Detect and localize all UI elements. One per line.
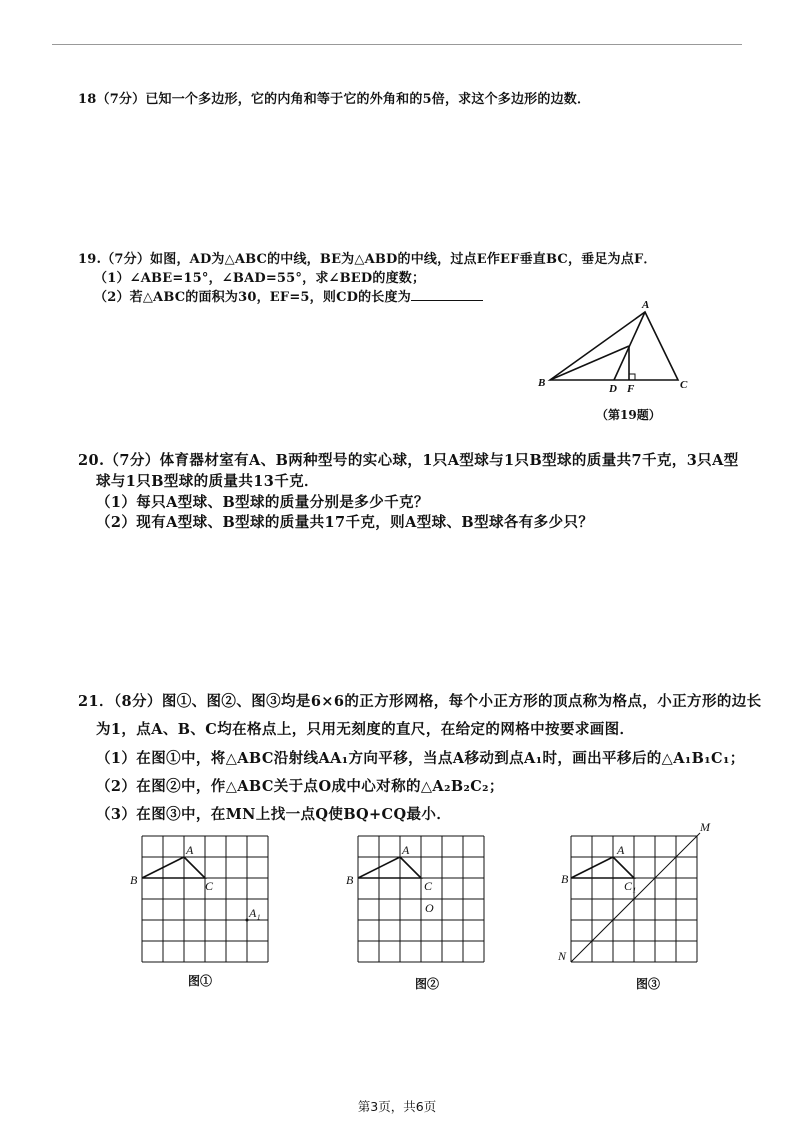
q20-line2: 球与1只B型球的质量共13千克． [96, 473, 319, 490]
label-b: B [561, 872, 569, 886]
figure-1-caption: 图① [188, 974, 213, 988]
grid-figure-3 [556, 820, 716, 968]
q21-part3: （3）在图③中，在MN上找一点Q使BQ+CQ最小． [96, 806, 452, 823]
label-a: A [402, 843, 410, 857]
q19-part2-text: （2）若△ABC的面积为30，EF=5，则CD的长度为 [94, 290, 411, 305]
figure-3-caption: 图③ [636, 977, 661, 991]
q21-line1: 21．（8分）图①、图②、图③均是6×6的正方形网格，每个小正方形的顶点称为格点，小正方形的边长 [78, 693, 762, 710]
q19-part1: （1）∠ABE=15°，∠BAD=55°，求∠BED的度数； [94, 271, 426, 286]
label-c: C [680, 379, 688, 391]
q21-line2: 为1，点A、B、C均在格点上，只用无刻度的直尺，在给定的网格中按要求画图． [96, 721, 635, 738]
q19-figure [530, 296, 700, 396]
page-footer: 第3页，共6页 [357, 1099, 437, 1114]
triangle-abc-1 [142, 857, 205, 878]
q20-line1: 20.（7分）体育器材室有A、B两种型号的实心球，1只A型球与1只B型球的质量共7千克，3只A型 [78, 452, 739, 469]
q21-part1: （1）在图①中，将△ABC沿射线AA₁方向平移，当点A移动到点A₁时，画出平移后的△A₁B₁C₁； [96, 750, 745, 767]
grid-lines [142, 836, 268, 962]
right-angle-mark [629, 374, 635, 380]
grid-figure-1 [128, 830, 278, 970]
label-b: B [538, 377, 546, 389]
triangle-abc-3 [571, 857, 634, 878]
label-c: C [424, 879, 433, 893]
label-a: A [617, 843, 625, 857]
header-rule [52, 44, 742, 45]
q20-part2: （2）现有A型球、B型球的质量共17千克，则A型球、B型球各有多少只？ [96, 514, 594, 531]
label-n: N [558, 949, 567, 963]
label-b: B [346, 873, 354, 887]
q18-text: 18（7分）已知一个多边形，它的内角和等于它的外角和的5倍，求这个多边形的边数． [78, 92, 591, 107]
q19-caption: （第19题） [596, 408, 661, 422]
q19-part2 [94, 286, 483, 305]
label-c1: C₁ [624, 879, 637, 893]
label-m: M [700, 820, 710, 834]
grid-lines [358, 836, 484, 962]
label-a1: A₁ [249, 906, 261, 920]
figure-2-caption: 图② [415, 977, 440, 991]
label-f: F [627, 383, 635, 395]
triangle-abc [550, 312, 678, 380]
label-a: A [186, 843, 194, 857]
q20-part1: （1）每只A型球、B型球的质量分别是多少千克？ [96, 494, 429, 511]
triangle-abc-2 [358, 857, 421, 878]
grid-figure-2 [344, 830, 504, 970]
answer-blank[interactable] [411, 288, 483, 301]
label-b: B [130, 873, 138, 887]
label-a: A [642, 299, 650, 311]
q21-part2: （2）在图②中，作△ABC关于点O成中心对称的△A₂B₂C₂； [96, 778, 504, 795]
label-o: O [425, 901, 434, 915]
q19-stem: 19.（7分）如图，AD为△ABC的中线，BE为△ABD的中线，过点E作EF垂直BC，垂足为点F． [78, 252, 657, 267]
label-c: C [205, 879, 214, 893]
line-mn [571, 833, 700, 962]
label-d: D [609, 383, 617, 395]
